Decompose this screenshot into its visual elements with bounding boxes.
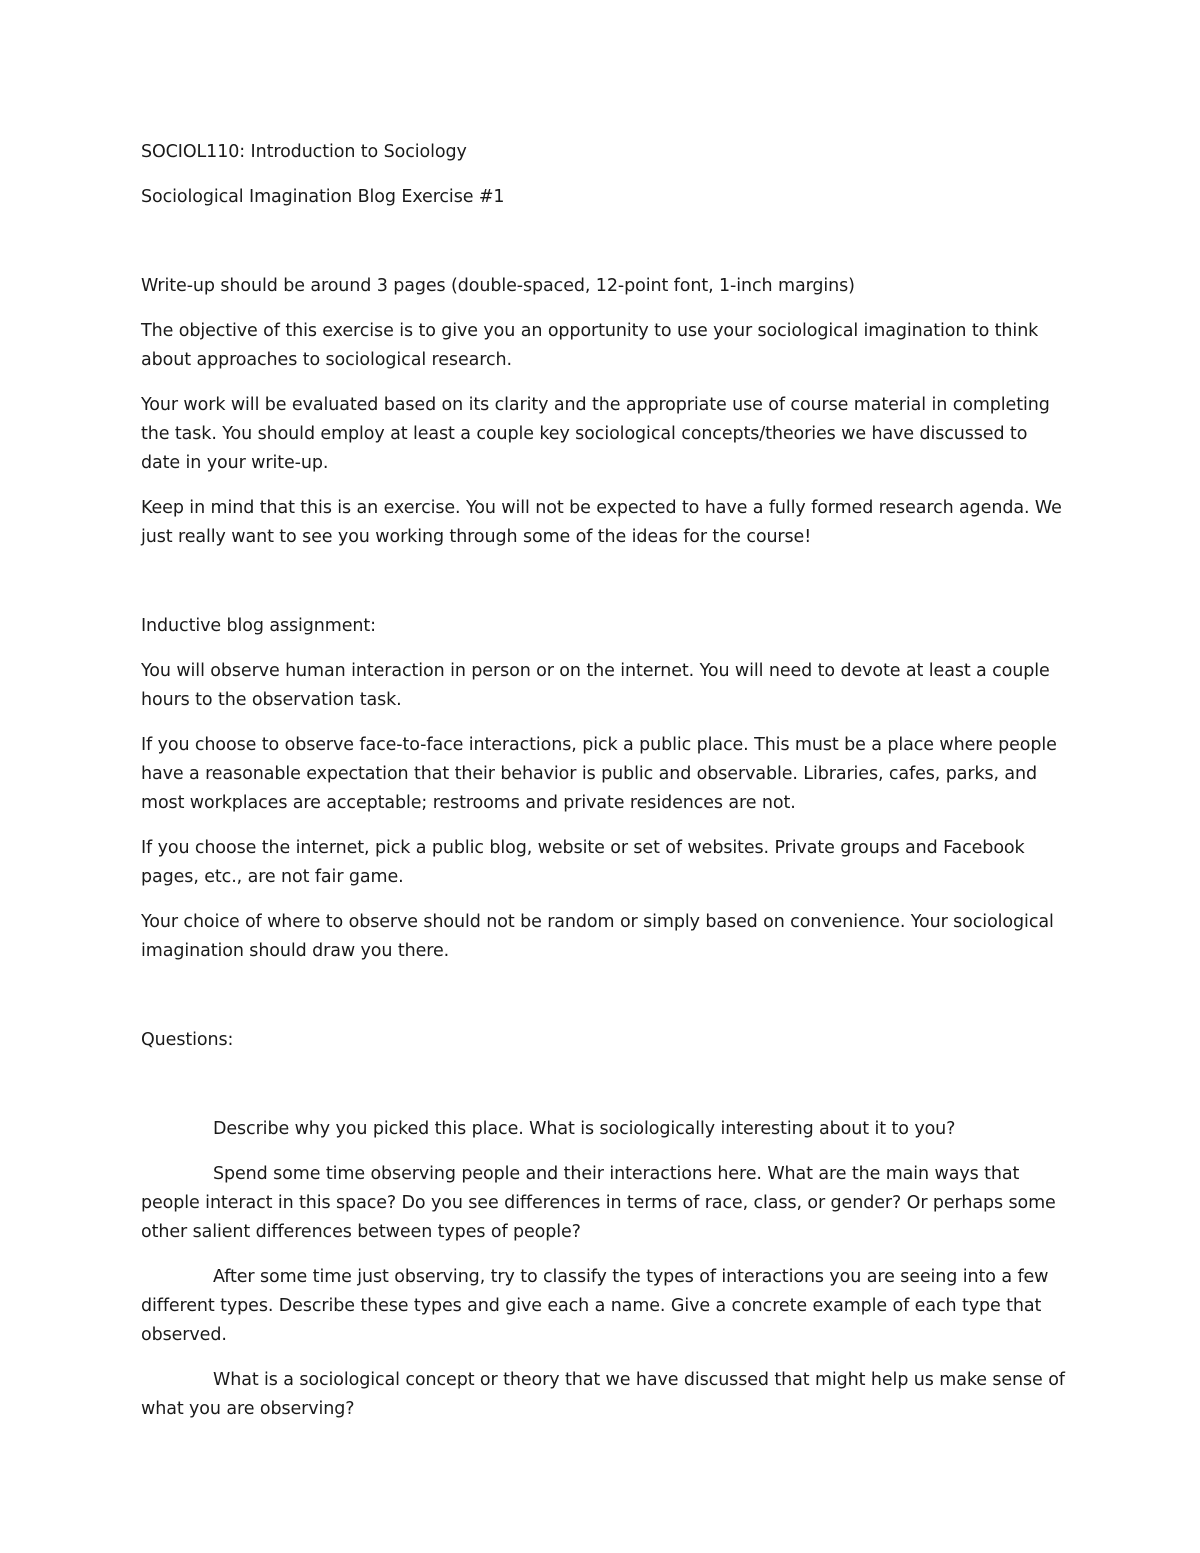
question-3: After some time just observing, try to classify the types of interactions you are seeing into a few different types. Describe these types and give each a name. Give a concrete example of each type that observed. xyxy=(141,1267,1049,1345)
question-1: Describe why you picked this place. What is sociologically interesting about it to you? xyxy=(213,1119,956,1139)
objective-paragraph: The objective of this exercise is to give you an opportunity to use your sociological imagination to think about approaches to sociological research. xyxy=(141,321,1039,370)
document-body xyxy=(141,138,1071,1424)
inductive-paragraph-2: If you choose to observe face-to-face interactions, pick a public place. This must be a place where people have a reasonable expectation that their behavior is public and observable. Libraries, cafes, parks, and most workplaces are acceptable; restrooms and private residences are not. xyxy=(141,735,1057,813)
question-2: Spend some time observing people and their interactions here. What are the main ways that people interact in this space? Do you see differences in terms of race, class, or gender? Or perhaps some other salient differences between types of people? xyxy=(141,1164,1056,1242)
inductive-paragraph-3: If you choose the internet, pick a public blog, website or set of websites. Private groups and Facebook pages, etc., are not fair game. xyxy=(141,838,1025,887)
question-4: What is a sociological concept or theory that we have discussed that might help us make sense of what you are observing? xyxy=(141,1370,1065,1419)
inductive-paragraph-1: You will observe human interaction in person or on the internet. You will need to devote at least a couple hours to the observation task. xyxy=(141,661,1050,710)
assignment-title: Sociological Imagination Blog Exercise #1 xyxy=(141,187,505,207)
inductive-paragraph-4: Your choice of where to observe should not be random or simply based on convenience. Your sociological imagination should draw you there. xyxy=(141,912,1054,961)
inductive-heading: Inductive blog assignment: xyxy=(141,616,376,636)
evaluation-paragraph: Your work will be evaluated based on its clarity and the appropriate use of course material in completing the task. You should employ at least a couple key sociological concepts/theories we have discussed to date in your write-up. xyxy=(141,395,1050,473)
reminder-paragraph: Keep in mind that this is an exercise. You will not be expected to have a fully formed research agenda. We just really want to see you working through some of the ideas for the course! xyxy=(141,498,1062,547)
requirements-text: Write-up should be around 3 pages (double-spaced, 12-point font, 1-inch margins) xyxy=(141,276,855,296)
course-title: SOCIOL110: Introduction to Sociology xyxy=(141,142,467,162)
questions-heading: Questions: xyxy=(141,1030,234,1050)
